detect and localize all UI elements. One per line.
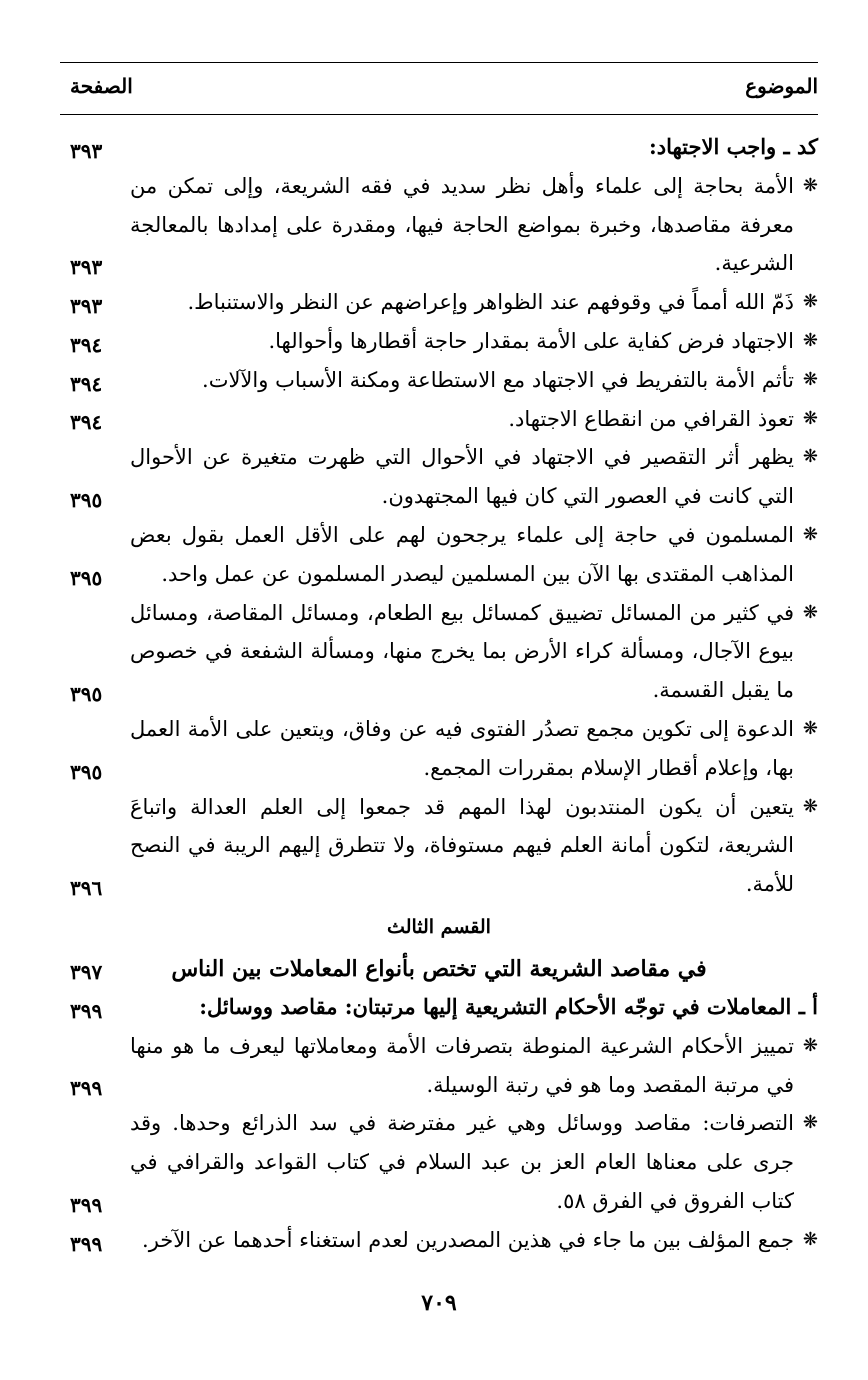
- page-ref: ٣٩٣: [70, 138, 103, 163]
- index-entry: [60, 322, 818, 361]
- entry-label: أ ـ المعاملات في توجّه الأحكام التشريعية إليها مرتبتان: مقاصد ووسائل:: [199, 993, 818, 1019]
- index-entry: [60, 988, 818, 1027]
- page-ref: ٣٩٧: [70, 959, 103, 984]
- page-ref: ٣٩٩: [70, 1076, 103, 1101]
- entry-label: يتعين أن يكون المنتدبون لهذا المهم قد جمعوا إلى العلم العدالة واتباعَ الشريعة، لتكون أمانة العلم فيهم مستوفاة، ولا تتطرق إليهم الريبة في النصح للأمة.: [130, 794, 794, 897]
- entry-label: الأمة بحاجة إلى علماء وأهل نظر سديد في فقه الشريعة، وإلى تمكن من معرفة مقاصدها، وخبرة بمواضع الحاجة فيها، ومقدرة على إمدادها بالمعالجة الشرعية.: [130, 173, 794, 276]
- index-entry: [60, 167, 818, 283]
- section-subtitle: [60, 950, 818, 988]
- index-entry: [60, 788, 818, 904]
- entry-heading: [130, 128, 818, 167]
- index-entry: [60, 904, 818, 950]
- page-ref: ٣٩٩: [70, 1231, 103, 1256]
- entry-text: [130, 361, 818, 400]
- entry-text: [130, 167, 818, 283]
- bullet-icon: ❋: [802, 446, 818, 468]
- entry-label: تعوذ القرافي من انقطاع الاجتهاد.: [508, 406, 794, 431]
- bullet-icon: ❋: [802, 1112, 818, 1134]
- entry-text: [130, 438, 818, 516]
- entry-text: [130, 1104, 818, 1220]
- index-page: [60, 62, 818, 1352]
- bullet-icon: ❋: [802, 601, 818, 623]
- page-ref: ٣٩٦: [70, 875, 103, 900]
- index-entry: [60, 283, 818, 322]
- index-entries: [60, 128, 818, 1260]
- entry-label: في مقاصد الشريعة التي تختص بأنواع المعاملات بين الناس: [171, 955, 707, 982]
- header-rule: [60, 114, 818, 115]
- entry-text: [130, 594, 818, 710]
- entry-text: [130, 516, 818, 594]
- page-ref: ٣٩٤: [70, 371, 103, 396]
- bullet-icon: ❋: [802, 174, 818, 196]
- entry-label: ذَمّ الله أمماً في وقوفهم عند الظواهر وإعراضهم عن النظر والاستنباط.: [187, 290, 794, 315]
- entry-label: القسم الثالث: [387, 915, 491, 938]
- entry-label: المسلمون في حاجة إلى علماء يرجحون لهم على الأقل العمل بقول بعض المذاهب المقتدى بها الآن بين المسلمين ليصدر المسلمون عن عمل واحد.: [130, 522, 794, 586]
- index-entry: [60, 1027, 818, 1105]
- entry-label: يظهر أثر التقصير في الاجتهاد في الأحوال التي ظهرت متغيرة عن الأحوال التي كانت في العصور التي كان فيها المجتهدون.: [130, 445, 794, 509]
- entry-label: كد ـ واجب الاجتهاد:: [649, 134, 818, 159]
- entry-text: [130, 710, 818, 788]
- entry-label: الاجتهاد فرض كفاية على الأمة بمقدار حاجة أقطارها وأحوالها.: [268, 328, 794, 353]
- entry-label: تأثم الأمة بالتفريط في الاجتهاد مع الاستطاعة ومكنة الأسباب والآلات.: [202, 367, 794, 392]
- page-ref: ٣٩٣: [70, 293, 103, 318]
- index-entry: [60, 1221, 818, 1260]
- index-entry: [60, 128, 818, 167]
- entry-label: تمييز الأحكام الشرعية المنوطة بتصرفات الأمة ومعاملاتها ليعرف ما هو منها في مرتبة المقصد وما هو في رتبة الوسيلة.: [130, 1033, 794, 1097]
- page-ref: ٣٩٤: [70, 410, 103, 435]
- entry-label: جمع المؤلف بين ما جاء في هذين المصدرين لعدم استغناء أحدهما عن الآخر.: [142, 1227, 794, 1252]
- bullet-icon: ❋: [802, 795, 818, 817]
- entry-label: الدعوة إلى تكوين مجمع تصدُر الفتوى فيه عن وفاق، ويتعين على الأمة العمل بها، وإعلام أقطار الإسلام بمقررات المجمع.: [130, 716, 794, 780]
- bullet-icon: ❋: [802, 368, 818, 390]
- index-entry: [60, 594, 818, 710]
- bullet-icon: ❋: [802, 1228, 818, 1250]
- index-entry: [60, 361, 818, 400]
- entry-label: في كثير من المسائل تضييق كمسائل بيع الطعام، ومسائل المقاصة، ومسائل بيوع الآجال، ومسألة كراء الأرض بما يخرج منها، ومسألة الشفعة في خصوص ما يقبل القسمة.: [130, 600, 794, 703]
- page-ref: ٣٩٩: [70, 1192, 103, 1217]
- bullet-icon: ❋: [802, 1034, 818, 1056]
- entry-text: [130, 400, 818, 439]
- entry-text: [130, 283, 818, 322]
- section-title: [60, 904, 818, 950]
- entry-text: [130, 788, 818, 904]
- index-entry: [60, 516, 818, 594]
- bullet-icon: ❋: [802, 291, 818, 313]
- index-entry: [60, 950, 818, 988]
- top-rule: [60, 62, 818, 63]
- index-entry: [60, 1104, 818, 1220]
- entry-text: [130, 1221, 818, 1260]
- page-ref: ٣٩٥: [70, 487, 103, 512]
- page-ref: ٣٩٥: [70, 759, 103, 784]
- index-entry: [60, 400, 818, 439]
- entry-heading: [130, 988, 818, 1027]
- page-number: ٧٠٩: [421, 1290, 457, 1316]
- bullet-icon: ❋: [802, 407, 818, 429]
- page-ref: ٣٩٤: [70, 332, 103, 357]
- page-ref: ٣٩٣: [70, 255, 103, 280]
- bullet-icon: ❋: [802, 329, 818, 351]
- entry-text: [130, 322, 818, 361]
- entry-text: [130, 1027, 818, 1105]
- page-ref: ٣٩٥: [70, 681, 103, 706]
- bullet-icon: ❋: [802, 523, 818, 545]
- entry-label: التصرفات: مقاصد ووسائل وهي غير مفترضة في سد الذرائع وحدها. وقد جرى على معناها العام العز بن عبد السلام في كتاب القواعد والقرافي في كتاب الفروق في الفرق ٥٨.: [130, 1111, 794, 1213]
- bullet-icon: ❋: [802, 717, 818, 739]
- index-entry: [60, 710, 818, 788]
- index-entry: [60, 438, 818, 516]
- topic-column-header: الموضوع: [745, 74, 818, 98]
- page-ref: ٣٩٥: [70, 565, 103, 590]
- page-ref: ٣٩٩: [70, 998, 103, 1023]
- page-column-header: الصفحة: [70, 74, 133, 98]
